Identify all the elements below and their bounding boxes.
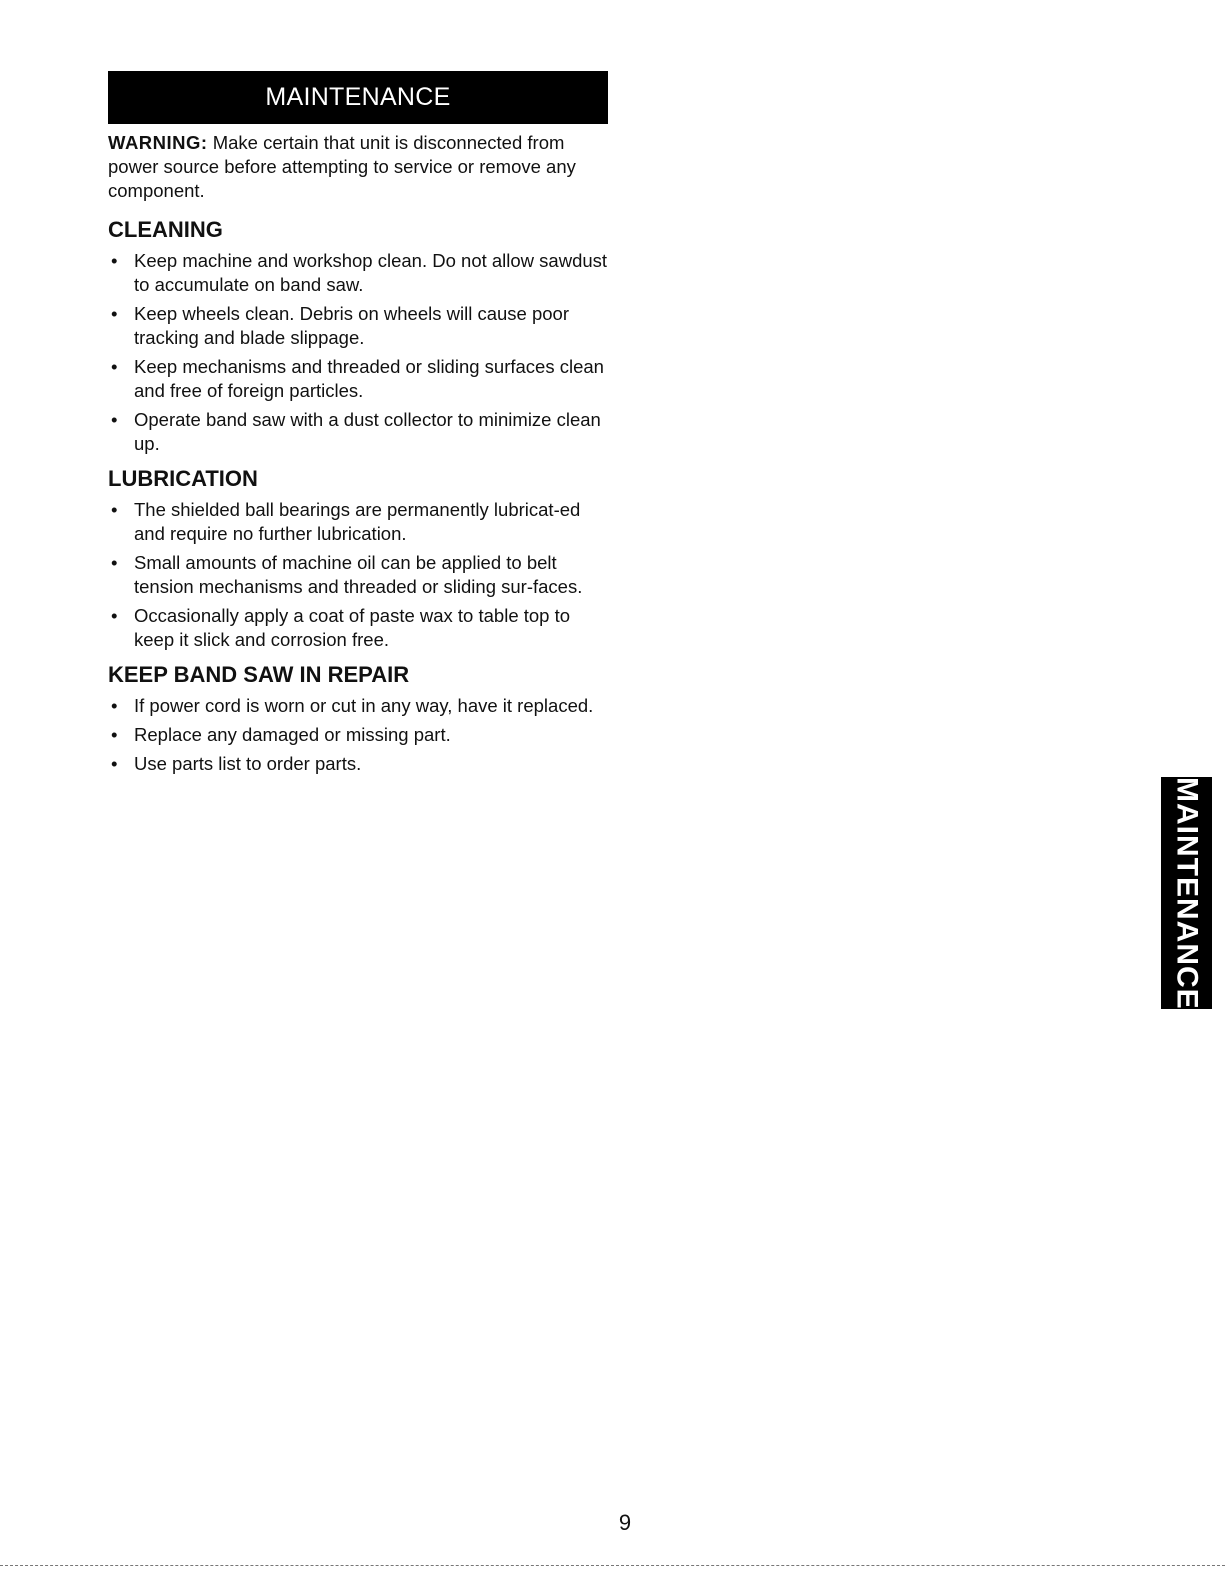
- list-item: [108, 604, 608, 652]
- warning-label: WARNING:: [108, 132, 208, 153]
- bullet-icon: •: [111, 724, 118, 745]
- list-item: [108, 302, 608, 350]
- lubrication-heading: LUBRICATION: [108, 466, 258, 491]
- page-title: MAINTENANCE: [265, 83, 451, 111]
- bullet-icon: •: [111, 605, 118, 626]
- list-item-text: Occasionally apply a coat of paste wax to table top to keep it slick and corrosion free.: [134, 605, 571, 650]
- bottom-divider: [0, 1565, 1225, 1566]
- bullet-icon: •: [111, 303, 118, 324]
- main-content: [108, 131, 608, 784]
- warning-notice: [108, 131, 608, 203]
- bullet-icon: •: [111, 356, 118, 377]
- list-item: [108, 355, 608, 403]
- bullet-icon: •: [111, 499, 118, 520]
- list-item: [108, 694, 608, 718]
- list-item-text: Keep machine and workshop clean. Do not allow sawdust to accumulate on band saw.: [134, 250, 608, 295]
- list-item-text: If power cord is worn or cut in any way, have it replaced.: [134, 695, 594, 716]
- bullet-icon: •: [111, 409, 118, 430]
- bullet-icon: •: [111, 552, 118, 573]
- list-item: [108, 723, 608, 747]
- list-item-text: The shielded ball bearings are permanently lubricat-ed and require no further lubrication.: [134, 499, 581, 544]
- list-item-text: Keep wheels clean. Debris on wheels will cause poor tracking and blade slippage.: [134, 303, 569, 348]
- cleaning-list: [108, 249, 608, 456]
- bullet-icon: •: [111, 753, 118, 774]
- cleaning-heading: CLEANING: [108, 217, 223, 242]
- side-tab-label: MAINTENANCE: [1170, 776, 1204, 1010]
- bullet-icon: •: [111, 250, 118, 271]
- list-item-text: Small amounts of machine oil can be applied to belt tension mechanisms and threaded or sliding sur-faces.: [134, 552, 583, 597]
- list-item: [108, 498, 608, 546]
- warning-text: Make certain that unit is disconnected from power source before attempting to service or remove any component.: [108, 132, 576, 201]
- repair-list: [108, 694, 608, 776]
- list-item-text: Operate band saw with a dust collector to minimize clean up.: [134, 409, 601, 454]
- page-number: 9: [618, 1510, 632, 1535]
- list-item-text: Replace any damaged or missing part.: [134, 724, 451, 745]
- repair-heading: KEEP BAND SAW IN REPAIR: [108, 662, 410, 687]
- list-item-text: Use parts list to order parts.: [134, 753, 362, 774]
- list-item-text: Keep mechanisms and threaded or sliding surfaces clean and free of foreign particles.: [134, 356, 604, 401]
- list-item: [108, 249, 608, 297]
- list-item: [108, 408, 608, 456]
- list-item: [108, 551, 608, 599]
- lubrication-list: [108, 498, 608, 652]
- list-item: [108, 752, 608, 776]
- section-title-banner: [108, 71, 608, 124]
- side-section-tab: [1161, 777, 1212, 1009]
- bullet-icon: •: [111, 695, 118, 716]
